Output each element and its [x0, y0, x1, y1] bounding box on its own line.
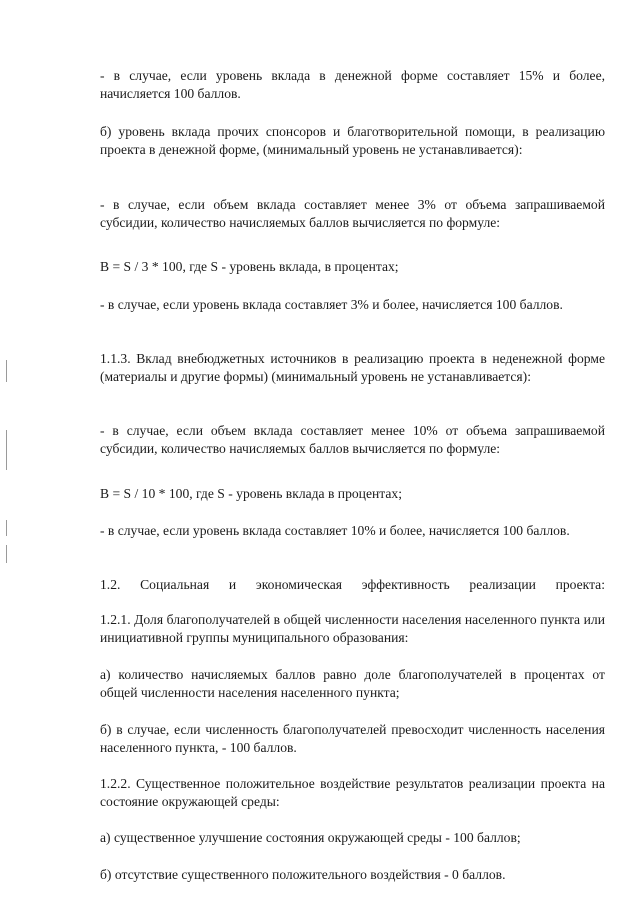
paragraph-a-points-equal-share: а) количество начисляемых баллов равно доле благополучателей в процентах от общей численности населения населенного пункта; [100, 667, 605, 700]
paragraph-10-percent-or-more: - в случае, если уровень вклада составляет 10% и более, начисляется 100 баллов. [100, 523, 570, 538]
paragraph-1-2-2-environment-impact: 1.2.2. Существенное положительное воздействие результатов реализации проекта на состояние окружающей среды: [100, 776, 605, 809]
paragraph-b-no-positive-impact: б) отсутствие существенного положительного воздействия - 0 баллов. [100, 867, 506, 882]
paragraph-sponsors-contribution: б) уровень вклада прочих спонсоров и благотворительной помощи, в реализацию проекта в денежной форме, (минимальный уровень не устанавливается): [100, 124, 605, 157]
paragraph-less-than-3-percent: - в случае, если объем вклада составляет менее 3% от объема запрашиваемой субсидии, количество начисляемых баллов вычисляется по формуле: [100, 197, 605, 230]
paragraph-a-environment-improvement: а) существенное улучшение состояния окружающей среды - 100 баллов; [100, 830, 521, 845]
paragraph-money-contribution-15: - в случае, если уровень вклада в денежной форме составляет 15% и более, начисляется 100 баллов. [100, 68, 605, 101]
paragraph-3-percent-or-more: - в случае, если уровень вклада составляет 3% и более, начисляется 100 баллов. [100, 297, 563, 312]
paragraph-less-than-10-percent: - в случае, если объем вклада составляет менее 10% от объема запрашиваемой субсидии, количество начисляемых баллов вычисляется по формуле: [100, 423, 605, 456]
formula-b-s-10: B = S / 10 * 100, где S - уровень вклада в процентах; [100, 486, 402, 501]
heading-1-2-efficiency: 1.2. Социальная и экономическая эффективность реализации проекта: [100, 577, 605, 592]
paragraph-1-1-3-non-monetary: 1.1.3. Вклад внебюджетных источников в реализацию проекта в неденежной форме (материалы и другие формы) (минимальный уровень не устанавливается): [100, 351, 605, 384]
scan-artifact-mark [6, 430, 7, 470]
paragraph-1-2-1-beneficiaries-share: 1.2.1. Доля благополучателей в общей численности населения населенного пункта или инициативной группы муниципального образования: [100, 612, 605, 645]
scan-artifact-mark [6, 545, 7, 563]
scan-artifact-mark [6, 360, 7, 382]
paragraph-b-beneficiaries-exceed: б) в случае, если численность благополучателей превосходит численность населения населенного пункта, - 100 баллов. [100, 722, 605, 755]
scan-artifact-mark [6, 520, 7, 536]
formula-b-s-3: B = S / 3 * 100, где S - уровень вклада, в процентах; [100, 259, 399, 274]
